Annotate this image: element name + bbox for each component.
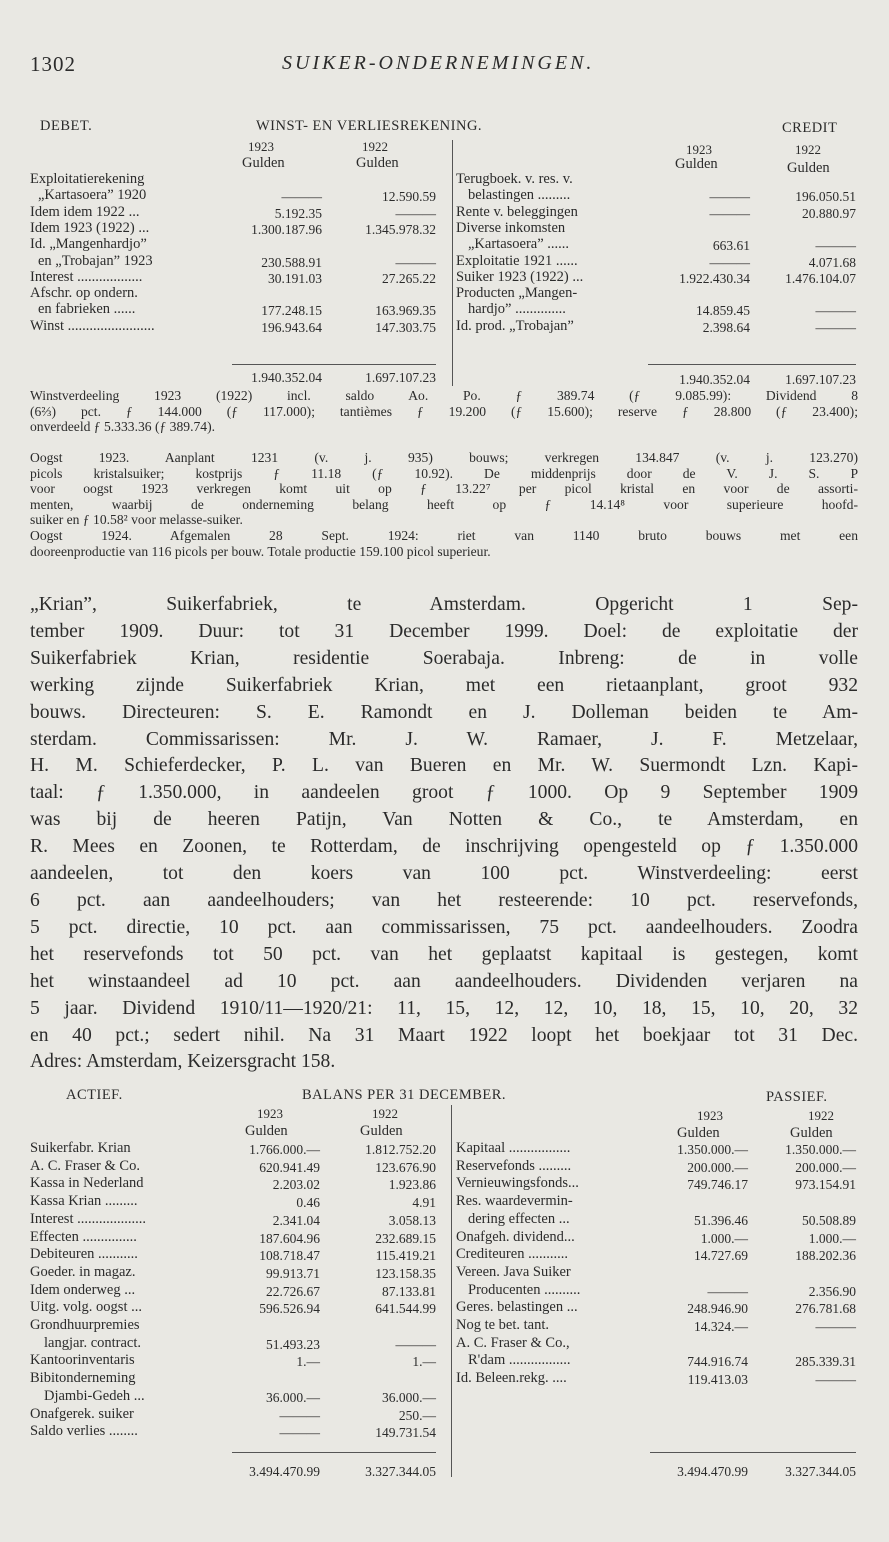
balans-passief-row bbox=[456, 1247, 856, 1265]
balans-actief-row bbox=[30, 1230, 448, 1248]
winst-credit-value-2: ——— bbox=[815, 238, 856, 254]
balans-passief-value-2: 50.508.89 bbox=[802, 1212, 856, 1228]
winst-credit-label: hardjo” .............. bbox=[468, 301, 566, 318]
balans-passief-label: Res. waardevermin- bbox=[456, 1193, 573, 1210]
br-year-2: 1922 bbox=[808, 1108, 834, 1123]
winst-credit-label: Diverse inkomsten bbox=[456, 219, 566, 236]
krian-line: 6 pct. aan aandeelhouders; van het resteerende: 10 pct. reservefonds, bbox=[30, 889, 858, 911]
balans-actief-value-2: 232.689.15 bbox=[375, 1230, 436, 1246]
winst-credit-label: belastingen ......... bbox=[468, 187, 571, 204]
oogst-line: picols kristalsuiker; kostprijs ƒ 11.18 (ƒ 10.92). De middenprijs door de V. J. S. P bbox=[30, 465, 858, 481]
balans-actief-value-2: 250.— bbox=[398, 1407, 436, 1423]
winst-debet-value-2: 163.969.35 bbox=[375, 303, 436, 319]
winst-credit-row bbox=[456, 302, 856, 318]
balans-actief-label: Grondhuurpremies bbox=[30, 1317, 140, 1333]
winst-divider bbox=[452, 140, 453, 386]
balans-actief-value-1: 0.46 bbox=[296, 1195, 320, 1211]
wr-gulden-1: Gulden bbox=[675, 156, 718, 172]
balans-actief-value-1: 51.493.23 bbox=[266, 1336, 320, 1352]
krian-line: aandeelen, tot den koers van 100 pct. Winstverdeeling: eerst bbox=[30, 863, 858, 885]
balans-passief-row bbox=[456, 1176, 856, 1194]
balans-actief-label: Djambi-Gedeh ... bbox=[44, 1387, 145, 1404]
balans-passief-label: Vereen. Java Suiker bbox=[456, 1263, 571, 1280]
balans-passief-label: Geres. belastingen ... bbox=[456, 1299, 578, 1316]
oogst-line: Oogst 1924. Afgemalen 28 Sept. 1924: riet van 1140 bruto bouws met een bbox=[30, 527, 858, 543]
winst-credit-value-2: ——— bbox=[815, 319, 856, 335]
winst-credit-label: Terugboek. v. res. v. bbox=[456, 171, 573, 187]
winst-debet-value-2: ——— bbox=[395, 254, 436, 270]
winst-debet-value-2: 27.265.22 bbox=[382, 270, 436, 286]
balans-actief-row bbox=[30, 1371, 448, 1389]
wl-gulden-2: Gulden bbox=[356, 155, 399, 171]
balans-passief-row bbox=[456, 1141, 856, 1159]
balans-actief-value-1: 1.— bbox=[296, 1354, 320, 1370]
balans-passief-label: Vernieuwingsfonds... bbox=[456, 1175, 579, 1192]
balans-actief-value-1: 22.726.67 bbox=[266, 1283, 320, 1299]
winst-debet-row bbox=[30, 254, 450, 270]
balans-actief-label: Idem onderweg ... bbox=[30, 1281, 136, 1298]
balans-actief-value-1: 620.941.49 bbox=[259, 1159, 320, 1175]
winst-credit-row bbox=[456, 188, 856, 204]
winst-credit-row bbox=[456, 221, 856, 237]
balans-actief-label: Uitg. volg. oogst ... bbox=[30, 1299, 142, 1316]
balans-passief-label: Id. Beleen.rekg. .... bbox=[456, 1370, 567, 1387]
balans-actief-value-1: 1.766.000.— bbox=[249, 1142, 320, 1157]
winst-debet-label: Idem idem 1922 ... bbox=[30, 203, 140, 220]
winst-debet-row bbox=[30, 286, 450, 302]
balans-actief-row bbox=[30, 1212, 448, 1230]
running-title: SUIKER-ONDERNEMINGEN. bbox=[282, 52, 595, 74]
balans-actief-value-2: 1.— bbox=[412, 1354, 436, 1370]
winst-debet-label: Winst ........................ bbox=[30, 317, 155, 334]
balans-actief-label: Goeder. in magaz. bbox=[30, 1263, 136, 1280]
winst-debet-value-1: 196.943.64 bbox=[261, 319, 322, 335]
balans-right-total-1: 3.494.470.99 bbox=[677, 1464, 748, 1479]
balans-actief-value-1: 2.203.02 bbox=[272, 1177, 320, 1193]
winst-debet-label: Idem 1923 (1922) ... bbox=[30, 219, 150, 236]
balans-actief-row bbox=[30, 1407, 448, 1425]
bl-gulden-2: Gulden bbox=[360, 1123, 403, 1139]
winst-debet-row bbox=[30, 221, 450, 237]
balans-passief-row bbox=[456, 1159, 856, 1177]
balans-passief-label: Onafgeh. dividend... bbox=[456, 1228, 575, 1245]
balans-left-total-rule bbox=[232, 1452, 436, 1453]
krian-line: tember 1909. Duur: tot 31 December 1999. Doel: de exploitatie der bbox=[30, 620, 858, 642]
winst-credit-row bbox=[456, 237, 856, 253]
balans-passief-row bbox=[456, 1283, 856, 1301]
balans-actief-row bbox=[30, 1265, 448, 1283]
balans-passief-value-1: 14.324.— bbox=[694, 1319, 748, 1334]
winst-debet-label: Afschr. op ondern. bbox=[30, 285, 138, 302]
balans-passief-row bbox=[456, 1300, 856, 1318]
winst-debet-label: en „Trobajan” 1923 bbox=[38, 252, 153, 269]
balans-passief-value-2: 200.000.— bbox=[795, 1159, 856, 1175]
balans-passief-row bbox=[456, 1336, 856, 1354]
winst-debet-label: „Kartasoera” 1920 bbox=[38, 187, 147, 204]
krian-line: werking zijnde Suikerfabriek Krian, met een rietaanplant, groot 932 bbox=[30, 674, 858, 696]
winst-credit-label: Id. prod. „Trobajan” bbox=[456, 317, 574, 334]
balans-passief-value-2: 188.202.36 bbox=[795, 1248, 856, 1264]
balans-actief-value-2: 36.000.— bbox=[382, 1389, 436, 1405]
winst-credit-row bbox=[456, 172, 856, 188]
balans-actief-value-1: 108.718.47 bbox=[259, 1248, 320, 1264]
balans-passief-label: Crediteuren ........... bbox=[456, 1246, 568, 1263]
balans-actief-value-2: 87.133.81 bbox=[382, 1283, 436, 1299]
balans-passief-value-2: 1.000.— bbox=[808, 1230, 856, 1246]
krian-line: R. Mees en Zoonen, te Rotterdam, de inschrijving opengesteld op ƒ 1.350.000 bbox=[30, 836, 858, 858]
balans-actief-row bbox=[30, 1194, 448, 1212]
winst-credit-row bbox=[456, 319, 856, 335]
krian-line: het reservefonds tot 50 pct. van het geplaatst kapitaal is gestegen, komt bbox=[30, 943, 858, 965]
balans-right-total-2: 3.327.344.05 bbox=[785, 1464, 856, 1479]
balans-left-total-1: 3.494.470.99 bbox=[249, 1464, 320, 1479]
winst-credit-label: „Kartasoera” ...... bbox=[468, 236, 570, 253]
winst-debet-label: Interest .................. bbox=[30, 268, 143, 285]
balans-passief-label: Nog te bet. tant. bbox=[456, 1317, 550, 1333]
krian-line: sterdam. Commissarissen: Mr. J. W. Ramaer, J. F. Metzelaar, bbox=[30, 728, 858, 750]
balans-passief-value-1: 200.000.— bbox=[687, 1159, 748, 1175]
winst-right-total-1: 1.940.352.04 bbox=[679, 372, 750, 387]
winst-credit-value-1: ——— bbox=[709, 189, 750, 205]
balans-passief-label: R'dam ................. bbox=[468, 1352, 571, 1369]
balans-actief-value-2: 123.158.35 bbox=[375, 1265, 436, 1281]
winst-debet-row bbox=[30, 237, 450, 253]
winst-debet-row bbox=[30, 205, 450, 221]
balans-passief-row bbox=[456, 1371, 856, 1389]
wl-gulden-1: Gulden bbox=[242, 155, 285, 171]
balans-passief-value-2: 1.350.000.— bbox=[785, 1142, 856, 1157]
winst-credit-value-2: 196.050.51 bbox=[795, 189, 856, 205]
balans-passief-value-2: ——— bbox=[815, 1372, 856, 1388]
winst-debet-value-1: 5.192.35 bbox=[274, 205, 322, 221]
krian-line: 5 jaar. Dividend 1910/11—1920/21: 11, 15, 12, 12, 10, 18, 15, 10, 20, 32 bbox=[30, 997, 858, 1019]
balans-actief-value-1: 36.000.— bbox=[266, 1389, 320, 1405]
krian-line: was bij de heeren Patijn, Van Notten & Co., te Amsterdam, en bbox=[30, 809, 858, 831]
balans-actief-value-2: 115.419.21 bbox=[375, 1248, 436, 1264]
balans-passief-row bbox=[456, 1230, 856, 1248]
actief-heading: ACTIEF. bbox=[66, 1087, 123, 1103]
balans-passief-value-2: 285.339.31 bbox=[795, 1354, 856, 1370]
krian-line: Adres: Amsterdam, Keizersgracht 158. bbox=[30, 1051, 336, 1073]
oogst-line: dooreenproductie van 116 picols per bouw. Totale productie 159.100 picol superieur. bbox=[30, 543, 491, 559]
balans-actief-row bbox=[30, 1424, 448, 1442]
winst-debet-label: Id. „Mangenhardjo” bbox=[30, 236, 147, 253]
oogst-paragraph bbox=[30, 450, 858, 559]
winst-debet-value-2: 1.345.978.32 bbox=[365, 221, 436, 237]
winst-credit-row bbox=[456, 254, 856, 270]
balans-passief-row bbox=[456, 1353, 856, 1371]
oogst-line: Oogst 1923. Aanplant 1231 (v. j. 935) bouws; verkregen 134.847 (v. j. 123.270) bbox=[30, 450, 858, 465]
br-year-1: 1923 bbox=[697, 1108, 723, 1123]
oogst-line: voor oogst 1923 verkregen komt uit op ƒ 13.22⁷ per picol kristal en voor de assorti- bbox=[30, 481, 858, 497]
balans-actief-value-1: 596.526.94 bbox=[259, 1301, 320, 1317]
balans-actief-label: Bibitonderneming bbox=[30, 1370, 136, 1387]
balans-actief-value-2: 4.91 bbox=[412, 1195, 436, 1211]
winst-left-total-rule bbox=[232, 364, 436, 365]
balans-actief-label: langjar. contract. bbox=[44, 1334, 142, 1351]
balans-passief-value-2: 973.154.91 bbox=[795, 1177, 856, 1193]
winst-debet-row bbox=[30, 188, 450, 204]
balans-passief-value-2: 276.781.68 bbox=[795, 1301, 856, 1317]
balans-actief-label: Saldo verlies ........ bbox=[30, 1423, 138, 1440]
balans-passief-value-1: 119.413.03 bbox=[687, 1372, 748, 1388]
winst-credit-row bbox=[456, 286, 856, 302]
wr-gulden-2: Gulden bbox=[787, 160, 830, 176]
balans-actief-value-1: ——— bbox=[279, 1425, 320, 1441]
balans-passief-value-1: 744.916.74 bbox=[687, 1354, 748, 1370]
balans-passief-value-1: ——— bbox=[707, 1283, 748, 1299]
oogst-line: suiker en ƒ 10.58² voor melasse-suiker. bbox=[30, 512, 243, 528]
balans-actief-label: A. C. Fraser & Co. bbox=[30, 1157, 140, 1174]
wr-year-2: 1922 bbox=[795, 142, 821, 157]
balans-actief-value-1: 2.341.04 bbox=[272, 1212, 320, 1228]
winst-debet-value-2: ——— bbox=[395, 205, 436, 221]
balans-title: BALANS PER 31 DECEMBER. bbox=[302, 1087, 507, 1103]
debet-heading: DEBET. bbox=[40, 118, 93, 134]
balans-passief-row bbox=[456, 1194, 856, 1212]
winst-credit-row bbox=[456, 270, 856, 286]
winstverdeeling-line: (6⅔) pct. ƒ 144.000 (ƒ 117.000); tantièmes ƒ 19.200 (ƒ 15.600); reserve ƒ 28.800 (ƒ 23.400); bbox=[30, 403, 858, 419]
balans-actief-label: Onafgerek. suiker bbox=[30, 1405, 134, 1422]
winst-debet-value-2: 12.590.59 bbox=[382, 189, 436, 205]
winst-debet-value-1: 30.191.03 bbox=[268, 270, 322, 286]
balans-passief-label: dering effecten ... bbox=[468, 1210, 570, 1227]
winst-debet-value-1: ——— bbox=[281, 189, 322, 205]
balans-passief-value-1: 14.727.69 bbox=[694, 1248, 748, 1264]
page-number: 1302 bbox=[30, 52, 76, 76]
balans-actief-row bbox=[30, 1141, 448, 1159]
winst-left-total-2: 1.697.107.23 bbox=[365, 370, 436, 385]
winst-right-total-rule bbox=[648, 364, 856, 365]
winst-debet-value-1: 230.588.91 bbox=[261, 254, 322, 270]
krian-line: 5 pct. directie, 10 pct. aan commissarissen, 75 pct. aandeelhouders. Zoodra bbox=[30, 916, 858, 938]
krian-line: bouws. Directeuren: S. E. Ramondt en J. Dolleman beiden te Am- bbox=[30, 701, 858, 723]
balans-passief-label: Producenten .......... bbox=[468, 1281, 581, 1298]
balans-passief-row bbox=[456, 1318, 856, 1336]
balans-actief-value-1: 187.604.96 bbox=[259, 1230, 320, 1246]
balans-actief-label: Effecten ............... bbox=[30, 1228, 137, 1245]
krian-line: het winstaandeel ad 10 pct. aan aandeelhouders. Dividenden verjaren na bbox=[30, 970, 858, 992]
winst-credit-value-2: 1.476.104.07 bbox=[785, 270, 856, 286]
winst-debet-row bbox=[30, 319, 450, 335]
wl-year-2: 1922 bbox=[362, 139, 388, 154]
winst-credit-value-1: 14.859.45 bbox=[696, 303, 750, 319]
winstverdeeling-line: onverdeeld ƒ 5.333.36 (ƒ 389.74). bbox=[30, 419, 215, 435]
balans-passief-label: A. C. Fraser & Co., bbox=[456, 1334, 570, 1351]
balans-actief-value-1: ——— bbox=[279, 1407, 320, 1423]
winst-credit-value-1: 663.61 bbox=[712, 238, 750, 254]
bl-year-2: 1922 bbox=[372, 1106, 398, 1121]
bl-gulden-1: Gulden bbox=[245, 1123, 288, 1139]
balans-actief-row bbox=[30, 1389, 448, 1407]
krian-line: H. M. Schieferdecker, P. L. van Bueren en Mr. W. Suermondt Lzn. Kapi- bbox=[30, 755, 858, 777]
bl-year-1: 1923 bbox=[257, 1106, 283, 1121]
winst-credit-label: Rente v. beleggingen bbox=[456, 203, 578, 220]
balans-actief-value-2: 3.058.13 bbox=[388, 1212, 436, 1228]
balans-passief-value-1: 248.946.90 bbox=[687, 1301, 748, 1317]
winst-credit-value-1: ——— bbox=[709, 205, 750, 221]
winst-debet-label: Exploitatierekening bbox=[30, 171, 145, 187]
balans-actief-row bbox=[30, 1318, 448, 1336]
winst-debet-row bbox=[30, 172, 450, 188]
winst-credit-value-1: ——— bbox=[709, 254, 750, 270]
winst-credit-value-2: ——— bbox=[815, 303, 856, 319]
winst-debet-value-1: 1.300.187.96 bbox=[251, 221, 322, 237]
krian-line: Suikerfabriek Krian, residentie Soerabaja. Inbreng: de in volle bbox=[30, 647, 858, 669]
krian-line: „Krian”, Suikerfabriek, te Amsterdam. Opgericht 1 Sep- bbox=[30, 594, 858, 615]
winst-debet-row bbox=[30, 302, 450, 318]
balans-actief-row bbox=[30, 1159, 448, 1177]
oogst-line: menten, waarbij de onderneming belang heeft op ƒ 14.14⁸ voor superieure hoofd- bbox=[30, 496, 858, 512]
balans-actief-row bbox=[30, 1353, 448, 1371]
winst-debet-label: en fabrieken ...... bbox=[38, 301, 136, 318]
balans-left-total-2: 3.327.344.05 bbox=[365, 1464, 436, 1479]
winst-right-total-2: 1.697.107.23 bbox=[785, 372, 856, 387]
balans-actief-value-2: 1.923.86 bbox=[388, 1177, 436, 1193]
balans-actief-row bbox=[30, 1283, 448, 1301]
balans-actief-label: Suikerfabr. Krian bbox=[30, 1140, 131, 1156]
winstverdeeling-line: Winstverdeeling 1923 (1922) incl. saldo Ao. Po. ƒ 389.74 (ƒ 9.085.99): Dividend 8 bbox=[30, 388, 858, 403]
credit-heading: CREDIT bbox=[782, 120, 838, 136]
balans-right-total-rule bbox=[650, 1452, 856, 1453]
balans-passief-value-2: 2.356.90 bbox=[808, 1283, 856, 1299]
balans-actief-value-2: 149.731.54 bbox=[375, 1425, 436, 1441]
passief-heading: PASSIEF. bbox=[766, 1089, 828, 1105]
winst-credit-value-1: 2.398.64 bbox=[702, 319, 750, 335]
balans-passief-value-2: ——— bbox=[815, 1319, 856, 1334]
wr-year-1: 1923 bbox=[686, 142, 712, 157]
winstverdeeling-paragraph bbox=[30, 388, 858, 435]
balans-actief-row bbox=[30, 1336, 448, 1354]
balans-actief-value-2: 123.676.90 bbox=[375, 1159, 436, 1175]
krian-line: en 40 pct.; sedert nihil. Na 31 Maart 1922 loopt het boekjaar tot 31 Dec. bbox=[30, 1024, 858, 1046]
balans-actief-label: Debiteuren ........... bbox=[30, 1246, 138, 1263]
wl-year-1: 1923 bbox=[248, 139, 274, 154]
winst-title: WINST- EN VERLIESREKENING. bbox=[256, 118, 483, 134]
winst-credit-label: Exploitatie 1921 ...... bbox=[456, 252, 578, 269]
krian-description bbox=[30, 592, 858, 1076]
winst-credit-value-2: 4.071.68 bbox=[808, 254, 856, 270]
balans-passief-label: Reservefonds ......... bbox=[456, 1157, 572, 1174]
balans-actief-row bbox=[30, 1300, 448, 1318]
balans-passief-value-1: 749.746.17 bbox=[687, 1177, 748, 1193]
winst-credit-value-2: 20.880.97 bbox=[802, 205, 856, 221]
krian-line: taal: ƒ 1.350.000, in aandeelen groot ƒ 1000. Op 9 September 1909 bbox=[30, 782, 858, 804]
balans-passief-value-1: 1.000.— bbox=[700, 1230, 748, 1246]
balans-actief-value-2: 641.544.99 bbox=[375, 1301, 436, 1317]
balans-passief-value-1: 1.350.000.— bbox=[677, 1142, 748, 1157]
winst-credit-label: Producten „Mangen- bbox=[456, 285, 578, 302]
winst-credit-value-1: 1.922.430.34 bbox=[679, 270, 750, 286]
balans-actief-label: Kassa Krian ......... bbox=[30, 1193, 138, 1210]
balans-actief-value-2: 1.812.752.20 bbox=[365, 1142, 436, 1157]
br-gulden-1: Gulden bbox=[677, 1125, 720, 1141]
balans-actief-label: Kassa in Nederland bbox=[30, 1175, 144, 1192]
balans-actief-value-2: ——— bbox=[395, 1336, 436, 1352]
winst-left-total-1: 1.940.352.04 bbox=[251, 370, 322, 385]
balans-actief-label: Interest ................... bbox=[30, 1210, 146, 1227]
balans-actief-value-1: 99.913.71 bbox=[266, 1265, 320, 1281]
balans-passief-value-1: 51.396.46 bbox=[694, 1212, 748, 1228]
balans-actief-row bbox=[30, 1176, 448, 1194]
balans-actief-row bbox=[30, 1247, 448, 1265]
winst-credit-row bbox=[456, 205, 856, 221]
balans-divider bbox=[451, 1105, 452, 1477]
balans-passief-row bbox=[456, 1212, 856, 1230]
balans-passief-label: Kapitaal ................. bbox=[456, 1140, 571, 1156]
winst-debet-value-2: 147.303.75 bbox=[375, 319, 436, 335]
balans-actief-label: Kantoorinventaris bbox=[30, 1352, 135, 1369]
balans-passief-row bbox=[456, 1265, 856, 1283]
br-gulden-2: Gulden bbox=[790, 1125, 833, 1141]
winst-debet-row bbox=[30, 270, 450, 286]
winst-debet-value-1: 177.248.15 bbox=[261, 303, 322, 319]
winst-credit-label: Suiker 1923 (1922) ... bbox=[456, 268, 584, 285]
